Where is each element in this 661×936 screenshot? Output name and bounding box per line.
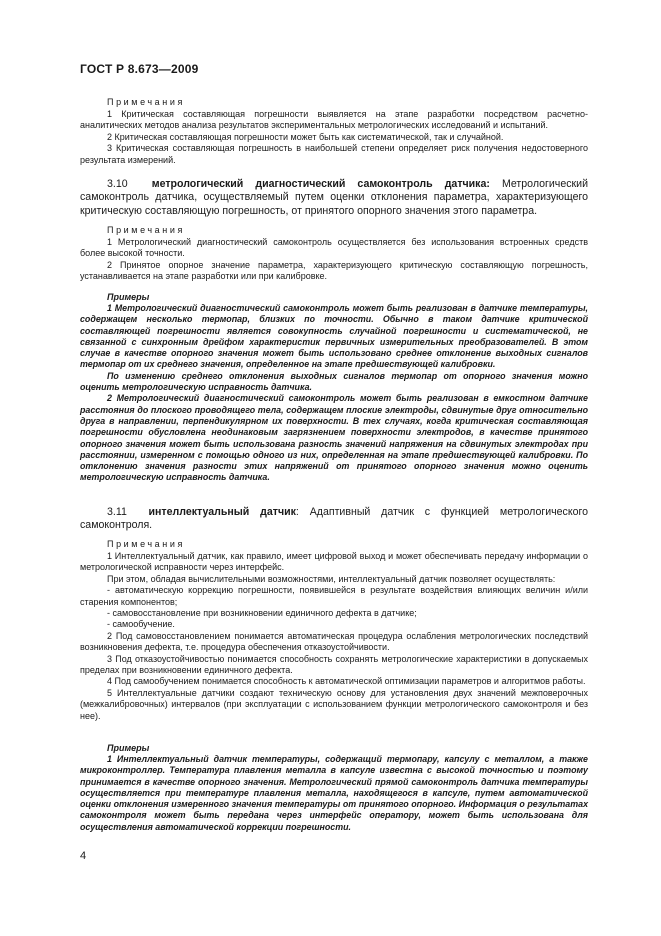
note-item: 5 Интеллектуальные датчики создают техническую основу для установления двух значений межповерочных (межкалибровочных) интервалов (при эксплуатации с использованием функции метрологического самоконтроля и без нее). xyxy=(80,687,588,721)
document-header: ГОСТ Р 8.673—2009 xyxy=(80,62,199,76)
note-item: 2 Принятое опорное значение параметра, характеризующего критическую составляющую погрешность, устанавливается на этапе разработки или при калибровке. xyxy=(80,259,588,282)
examples-title: Примеры xyxy=(107,743,150,753)
term-definition: : Адаптивный датчик с функцией метрологического самоконтроля. xyxy=(80,506,588,532)
examples-title: Примеры xyxy=(107,292,150,302)
note-item: 1 Интеллектуальный датчик, как правило, имеет цифровой выход и может обеспечивать передачу информации о метрологической исправности через интерфейс. xyxy=(80,551,588,573)
term-name: метрологический диагностический самоконтроль датчика: xyxy=(151,178,490,190)
notes-title: Примечания xyxy=(107,539,185,549)
term-name: интеллектуальный датчик xyxy=(148,506,296,518)
examples-block-2 xyxy=(80,742,588,833)
term-definition: Метрологический самоконтроль датчика, осуществляемый путем оценки отклонения параметра, характеризующего критическую составляющую погрешность, от принятого опорного значения этого параметра. xyxy=(80,178,588,217)
note-item: 3 Критическая составляющая погрешность в наибольшей степени определяет риск получения недостоверного результата измерений. xyxy=(80,143,588,165)
notes-block-2 xyxy=(80,224,588,283)
term-3-11 xyxy=(80,506,588,533)
example-paragraph: 2 Метрологический диагностический самоконтроль может быть реализован в емкостном датчике расстояния до плоского проводящего тела, содержащем плоские электроды, сдвинутые друг относительно друга в направлении, перпендикулярном их поверхности. В тех случаях, когда критическая составляющая погрешности обусловлена неодинаковым загрязнением поверхности электродов, в качестве принятого опорного значения может быть использована разность значений напряжения на сдвинутых электродах при расстоянии, измеренном с помощью одного из них, определенная на этапе предшествующей калибровки. По отклонению значения разности этих напряжений от принятого опорного значения можно оценить метрологическую исправность датчика. xyxy=(80,393,588,483)
notes-title: Примечания xyxy=(107,97,185,107)
note-item: - самовосстановление при возникновении единичного дефекта в датчике; xyxy=(107,608,417,619)
notes-block-1 xyxy=(80,96,588,166)
note-item: - самообучение. xyxy=(107,619,175,630)
term-number: 3.11 xyxy=(107,506,127,518)
example-paragraph: 1 Метрологический диагностический самоконтроль может быть реализован в датчике температуры, содержащем несколько термопар, близких по точности. Обычно в таком датчике критической составляющей погрешности является совокупность случайной погрешности и систематической, не связанной с синхронным дрейфом характеристик первичных измерительных преобразователей. В этом случае в качестве опорного значения может быть использовано среднее отклонение выходных сигналов термопар от их среднего значения, определенное на этапе предшествующей калибровки. xyxy=(80,303,588,370)
note-item: - автоматическую коррекцию погрешности, появившейся в результате воздействия влияющих величин и/или старения компонентов; xyxy=(80,585,588,607)
example-paragraph: По изменению среднего отклонения выходных сигналов термопар от опорного значения можно оценить метрологическую исправность датчика. xyxy=(80,370,588,393)
note-item: 3 Под отказоустойчивостью понимается способность сохранять метрологические характеристики в допускаемых пределах при возникновении единичного дефекта. xyxy=(80,653,588,676)
term-number: 3.10 xyxy=(107,178,128,190)
note-item: 1 Критическая составляющая погрешности выявляется на этапе разработки посредством расчетно-аналитических методов анализа результатов экспериментальных метрологических исследований и испытаний. xyxy=(80,109,588,131)
notes-title: Примечания xyxy=(107,225,185,235)
note-item: При этом, обладая вычислительными возможностями, интеллектуальный датчик позволяет осуществлять: xyxy=(107,573,556,584)
term-3-10 xyxy=(80,178,588,218)
note-item: 2 Критическая составляющая погрешности может быть как систематической, так и случайной. xyxy=(107,131,504,142)
notes-block-3 xyxy=(80,538,588,722)
example-paragraph: 1 Интеллектуальный датчик температуры, содержащий термопару, капсулу с металлом, а также микроконтроллер. Температура плавления металла в капсуле известна с высокой точностью и поэтому принимается в качестве опорного значения. Метрологический прямой самоконтроль датчика температуры осуществляется при температуре плавления металла, находящегося в капсуле, путем автоматической оценки отклонения измеренного значения температуры от принятого опорного. Информация о результатах самоконтроля может быть передана через интерфейс оператору, может быть использована для осуществления автоматической коррекции погрешности. xyxy=(80,754,588,832)
note-item: 2 Под самовосстановлением понимается автоматическая процедура ослабления метрологических последствий возникновения дефекта, т.е. процедура обеспечения отказоустойчивости. xyxy=(80,630,588,653)
note-item: 4 Под самообучением понимается способность к автоматической оптимизации параметров и алгоритмов работы. xyxy=(107,676,586,687)
examples-block-1 xyxy=(80,291,588,484)
note-item: 1 Метрологический диагностический самоконтроль осуществляется без использования встроенных средств более высокой точности. xyxy=(80,237,588,259)
page-number: 4 xyxy=(80,850,87,862)
